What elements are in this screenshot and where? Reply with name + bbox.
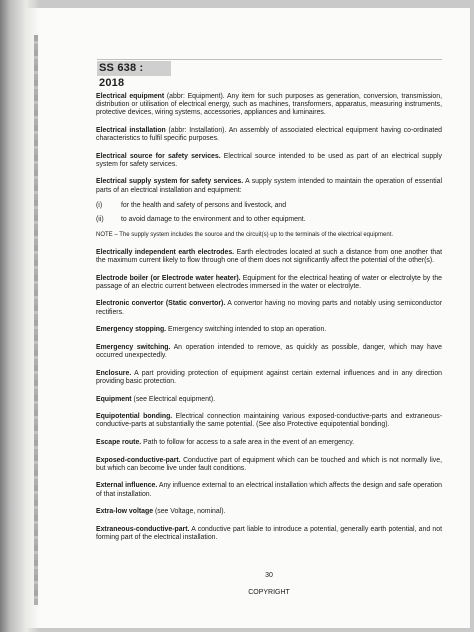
definition-entry [96, 178, 442, 194]
note-text: NOTE – The supply system includes the source and the circuit(s) up to the terminals of the electrical equipment. [96, 231, 394, 238]
definition-term: Electrical source for safety services. [96, 152, 221, 160]
definition-entry [96, 344, 442, 360]
definition-entry [96, 439, 442, 447]
list-marker: (i) [96, 201, 103, 209]
definition-term: Equipment [96, 395, 132, 403]
definition-text: (see Voltage, nominal). [153, 508, 226, 516]
definition-text: A convertor having no moving parts and notably using semiconductor rectifiers. [96, 300, 442, 316]
definition-entry [96, 93, 442, 117]
definition-entry [96, 457, 442, 473]
definition-text: Equipment for the electrical heating of water or electrolyte by the passage of an electric current between electrodes immersed in the water or electrolyte. [96, 274, 443, 290]
definition-text: (see Electrical equipment). [131, 395, 216, 403]
definition-text: Any influence external to an electrical installation which affects the design and safe operation of that installation. [96, 482, 442, 498]
definition-term: Extra-low voltage [96, 508, 154, 516]
definition-text: (abbr: Equipment). Any item for such purposes as generation, conversion, transmission, distribution or utilisation of electrical energy, such as machines, transformers, apparatus, measuring instruments, protective devices, wiring systems, accessories, appliances and luminaires. [96, 93, 443, 117]
definition-entry [96, 508, 442, 516]
definition-text: A part providing protection of equipment against certain external influences and in any direction providing basic protection. [96, 369, 442, 385]
definition-term: Extraneous-conductive-part. [96, 525, 190, 533]
definition-text: Path to follow for access to a safe area in the event of an emergency. [141, 438, 355, 446]
definition-entry [96, 326, 442, 334]
definition-term: Electrical equipment [96, 93, 165, 100]
definitions-body [96, 93, 442, 552]
definition-entry [96, 153, 442, 169]
standard-number: SS 638 : 2018 [97, 61, 171, 76]
definition-entry [96, 482, 442, 498]
definition-text: An operation intended to remove, as quickly as possible, danger, which may have occurred unexpectedly. [96, 343, 442, 360]
definition-term: Emergency stopping. [96, 326, 167, 334]
definition-term: Electrical installation [96, 126, 166, 134]
definition-text: (abbr: Installation). An assembly of associated electrical equipment having co-ordinated characteristics to fulfil specific purposes. [96, 126, 442, 142]
definition-entry [96, 127, 442, 143]
standard-header [97, 59, 442, 89]
definition-text: Earth electrodes located at such a distance from one another that the maximum current likely to flow through one of them does not significantly affect the potential of the other(s). [96, 248, 442, 264]
definition-text: Conductive part of equipment which can be touched and which is not normally live, but which can become live under fault conditions. [96, 456, 442, 472]
definition-term: Emergency switching. [96, 343, 171, 351]
definition-entry [96, 370, 442, 386]
definition-term: Electronic convertor (Static convertor). [96, 300, 226, 308]
definition-term: External influence. [96, 482, 158, 490]
copyright-notice: COPYRIGHT [248, 589, 290, 596]
definition-text: A conductive part liable to introduce a potential, generally earth potential, and not forming part of the electrical installation. [96, 525, 442, 541]
page-footer [96, 571, 442, 597]
definition-entry [96, 413, 442, 429]
list-text: for the health and safety of persons and livestock, and [121, 201, 287, 209]
definition-text: Electrical connection maintaining various exposed-conductive-parts and extraneous-conductive-parts at substantially the same potential. (See also Protective equipotential bonding). [96, 413, 442, 429]
definition-term: Electrically independent earth electrodes. [96, 248, 235, 256]
definition-term: Equipotential bonding. [96, 413, 173, 421]
definition-term: Enclosure. [96, 369, 132, 377]
definition-entry [96, 526, 442, 542]
scan-edge-artifact [34, 35, 38, 605]
definition-term: Escape route. [96, 438, 142, 446]
definition-text: Electrical source intended to be used as part of an electrical supply system for safety services. [96, 152, 442, 168]
definition-text: Emergency switching intended to stop an operation. [166, 326, 327, 334]
definition-entry [96, 249, 442, 265]
definition-term: Electrical supply system for safety services. [96, 178, 244, 186]
list-marker: (ii) [96, 215, 104, 223]
definition-term: Exposed-conductive-part. [96, 456, 181, 464]
page-number: 30 [265, 572, 273, 579]
definition-entry [96, 300, 442, 316]
list-item [96, 202, 442, 210]
definition-term: Electrode boiler (or Electrode water heater). [96, 274, 241, 282]
definition-entry [96, 275, 442, 291]
definition-text: A supply system intended to maintain the operation of essential parts of an electrical installation and equipment: [96, 178, 442, 194]
list-text: to avoid damage to the environment and to other equipment. [121, 215, 306, 223]
definition-entry [96, 396, 442, 404]
list-item [96, 216, 442, 224]
